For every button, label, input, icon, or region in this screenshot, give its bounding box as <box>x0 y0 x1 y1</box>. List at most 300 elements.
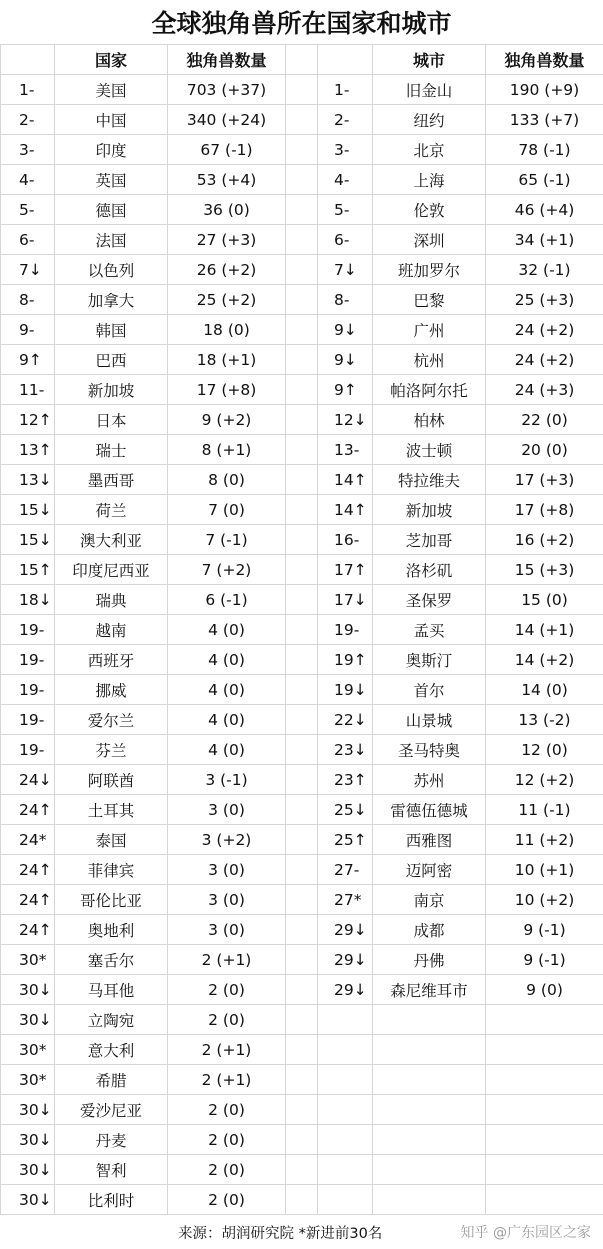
city-name: 班加罗尔 <box>373 255 486 285</box>
country-name: 土耳其 <box>55 795 168 825</box>
column-spacer <box>286 495 318 525</box>
country-count: 27 (+3) <box>168 225 286 255</box>
city-count: 16 (+2) <box>486 525 603 555</box>
city-rank: 25↑ <box>318 825 373 855</box>
header-country-rank <box>1 45 55 75</box>
city-count: 22 (0) <box>486 405 603 435</box>
country-name: 加拿大 <box>55 285 168 315</box>
country-count: 3 (0) <box>168 795 286 825</box>
header-city: 城市 <box>373 45 486 75</box>
city-name: 圣保罗 <box>373 585 486 615</box>
country-rank: 11- <box>1 375 55 405</box>
country-rank: 5- <box>1 195 55 225</box>
country-count: 2 (+1) <box>168 1065 286 1095</box>
city-count: 24 (+3) <box>486 375 603 405</box>
country-rank: 19- <box>1 615 55 645</box>
column-spacer <box>286 915 318 945</box>
city-rank: 27- <box>318 855 373 885</box>
country-rank: 30↓ <box>1 1185 55 1215</box>
table-row <box>1 225 603 255</box>
table-row <box>1 1065 603 1095</box>
table-row <box>1 675 603 705</box>
city-count: 17 (+3) <box>486 465 603 495</box>
table-header-row <box>1 45 603 75</box>
column-spacer <box>286 1125 318 1155</box>
column-spacer <box>286 315 318 345</box>
city-name: 洛杉矶 <box>373 555 486 585</box>
city-name <box>373 1125 486 1155</box>
table-row <box>1 765 603 795</box>
city-name: 深圳 <box>373 225 486 255</box>
table-row <box>1 135 603 165</box>
city-rank: 1- <box>318 75 373 105</box>
city-rank: 17↑ <box>318 555 373 585</box>
country-count: 18 (0) <box>168 315 286 345</box>
country-rank: 30↓ <box>1 1125 55 1155</box>
city-count: 10 (+2) <box>486 885 603 915</box>
column-spacer <box>286 555 318 585</box>
header-city-rank <box>318 45 373 75</box>
country-name: 爱沙尼亚 <box>55 1095 168 1125</box>
country-count: 3 (0) <box>168 915 286 945</box>
table-row <box>1 915 603 945</box>
column-spacer <box>286 825 318 855</box>
table-row <box>1 885 603 915</box>
column-spacer <box>286 675 318 705</box>
column-spacer <box>286 975 318 1005</box>
ranking-table <box>0 44 603 1215</box>
column-spacer <box>286 1155 318 1185</box>
country-name: 智利 <box>55 1155 168 1185</box>
country-rank: 4- <box>1 165 55 195</box>
city-name: 杭州 <box>373 345 486 375</box>
table-row <box>1 1095 603 1125</box>
country-count: 703 (+37) <box>168 75 286 105</box>
column-spacer <box>286 195 318 225</box>
city-rank: 12↓ <box>318 405 373 435</box>
country-count: 18 (+1) <box>168 345 286 375</box>
table-row <box>1 555 603 585</box>
column-spacer <box>286 435 318 465</box>
country-rank: 24↑ <box>1 855 55 885</box>
country-name: 荷兰 <box>55 495 168 525</box>
country-count: 26 (+2) <box>168 255 286 285</box>
city-count: 24 (+2) <box>486 345 603 375</box>
city-name: 特拉维夫 <box>373 465 486 495</box>
country-count: 4 (0) <box>168 675 286 705</box>
city-name: 苏州 <box>373 765 486 795</box>
city-name: 圣马特奥 <box>373 735 486 765</box>
city-rank <box>318 1005 373 1035</box>
country-name: 塞舌尔 <box>55 945 168 975</box>
city-name <box>373 1035 486 1065</box>
country-name: 丹麦 <box>55 1125 168 1155</box>
country-rank: 9- <box>1 315 55 345</box>
country-name: 韩国 <box>55 315 168 345</box>
country-count: 3 (+2) <box>168 825 286 855</box>
country-name: 印度尼西亚 <box>55 555 168 585</box>
table-row <box>1 405 603 435</box>
table-row <box>1 375 603 405</box>
header-country: 国家 <box>55 45 168 75</box>
table-row <box>1 705 603 735</box>
column-spacer <box>286 765 318 795</box>
country-name: 中国 <box>55 105 168 135</box>
city-rank: 9↑ <box>318 375 373 405</box>
city-name: 伦敦 <box>373 195 486 225</box>
table-row <box>1 825 603 855</box>
country-rank: 30* <box>1 1035 55 1065</box>
country-name: 瑞典 <box>55 585 168 615</box>
city-name <box>373 1065 486 1095</box>
city-rank: 9↓ <box>318 315 373 345</box>
city-count <box>486 1065 603 1095</box>
country-name: 德国 <box>55 195 168 225</box>
city-rank: 23↓ <box>318 735 373 765</box>
column-spacer <box>286 405 318 435</box>
country-name: 新加坡 <box>55 375 168 405</box>
country-name: 芬兰 <box>55 735 168 765</box>
table-row <box>1 855 603 885</box>
country-name: 墨西哥 <box>55 465 168 495</box>
city-name: 山景城 <box>373 705 486 735</box>
column-spacer <box>286 885 318 915</box>
table-row <box>1 465 603 495</box>
country-count: 8 (+1) <box>168 435 286 465</box>
country-rank: 24↑ <box>1 915 55 945</box>
country-count: 67 (-1) <box>168 135 286 165</box>
country-name: 越南 <box>55 615 168 645</box>
country-count: 4 (0) <box>168 645 286 675</box>
column-spacer <box>286 225 318 255</box>
column-spacer <box>286 135 318 165</box>
country-name: 日本 <box>55 405 168 435</box>
city-count: 11 (+2) <box>486 825 603 855</box>
city-count <box>486 1005 603 1035</box>
column-spacer <box>286 1185 318 1215</box>
header-spacer <box>286 45 318 75</box>
country-count: 340 (+24) <box>168 105 286 135</box>
city-count: 15 (+3) <box>486 555 603 585</box>
city-count: 9 (0) <box>486 975 603 1005</box>
city-name: 新加坡 <box>373 495 486 525</box>
city-count: 34 (+1) <box>486 225 603 255</box>
city-count: 14 (+1) <box>486 615 603 645</box>
country-name: 意大利 <box>55 1035 168 1065</box>
city-count: 14 (0) <box>486 675 603 705</box>
city-count: 12 (+2) <box>486 765 603 795</box>
city-name: 奥斯汀 <box>373 645 486 675</box>
city-rank: 29↓ <box>318 945 373 975</box>
city-rank <box>318 1155 373 1185</box>
column-spacer <box>286 75 318 105</box>
city-count: 20 (0) <box>486 435 603 465</box>
table-row <box>1 735 603 765</box>
city-name: 柏林 <box>373 405 486 435</box>
city-name <box>373 1005 486 1035</box>
header-country-count: 独角兽数量 <box>168 45 286 75</box>
column-spacer <box>286 465 318 495</box>
city-name: 南京 <box>373 885 486 915</box>
city-rank <box>318 1035 373 1065</box>
city-rank: 8- <box>318 285 373 315</box>
country-count: 3 (-1) <box>168 765 286 795</box>
country-rank: 24↓ <box>1 765 55 795</box>
column-spacer <box>286 285 318 315</box>
column-spacer <box>286 255 318 285</box>
country-name: 英国 <box>55 165 168 195</box>
country-count: 7 (0) <box>168 495 286 525</box>
country-count: 6 (-1) <box>168 585 286 615</box>
table-row <box>1 285 603 315</box>
country-rank: 19- <box>1 735 55 765</box>
city-count: 9 (-1) <box>486 945 603 975</box>
table-row <box>1 1005 603 1035</box>
table-row <box>1 1155 603 1185</box>
column-spacer <box>286 855 318 885</box>
city-count: 25 (+3) <box>486 285 603 315</box>
city-count: 78 (-1) <box>486 135 603 165</box>
country-count: 9 (+2) <box>168 405 286 435</box>
country-count: 2 (0) <box>168 1005 286 1035</box>
column-spacer <box>286 525 318 555</box>
country-rank: 24↑ <box>1 885 55 915</box>
city-rank: 6- <box>318 225 373 255</box>
country-rank: 30↓ <box>1 1155 55 1185</box>
column-spacer <box>286 705 318 735</box>
table-row <box>1 495 603 525</box>
city-name: 北京 <box>373 135 486 165</box>
country-rank: 7↓ <box>1 255 55 285</box>
table-row <box>1 165 603 195</box>
country-name: 澳大利亚 <box>55 525 168 555</box>
city-rank: 16- <box>318 525 373 555</box>
country-count: 3 (0) <box>168 885 286 915</box>
country-name: 希腊 <box>55 1065 168 1095</box>
city-name: 丹佛 <box>373 945 486 975</box>
city-name: 西雅图 <box>373 825 486 855</box>
table-row <box>1 525 603 555</box>
country-rank: 9↑ <box>1 345 55 375</box>
column-spacer <box>286 345 318 375</box>
table-row <box>1 945 603 975</box>
city-name: 首尔 <box>373 675 486 705</box>
column-spacer <box>286 735 318 765</box>
city-count <box>486 1185 603 1215</box>
column-spacer <box>286 945 318 975</box>
city-count <box>486 1095 603 1125</box>
city-rank <box>318 1125 373 1155</box>
column-spacer <box>286 1095 318 1125</box>
country-rank: 13↓ <box>1 465 55 495</box>
city-rank: 14↑ <box>318 495 373 525</box>
table-row <box>1 615 603 645</box>
city-rank: 22↓ <box>318 705 373 735</box>
city-count <box>486 1125 603 1155</box>
table-row <box>1 435 603 465</box>
city-rank: 25↓ <box>318 795 373 825</box>
country-name: 巴西 <box>55 345 168 375</box>
city-name: 迈阿密 <box>373 855 486 885</box>
country-name: 奥地利 <box>55 915 168 945</box>
country-name: 马耳他 <box>55 975 168 1005</box>
column-spacer <box>286 1035 318 1065</box>
country-name: 挪威 <box>55 675 168 705</box>
country-rank: 15↑ <box>1 555 55 585</box>
table-row <box>1 345 603 375</box>
country-name: 哥伦比亚 <box>55 885 168 915</box>
city-name: 成都 <box>373 915 486 945</box>
country-rank: 18↓ <box>1 585 55 615</box>
city-rank: 13- <box>318 435 373 465</box>
country-name: 泰国 <box>55 825 168 855</box>
column-spacer <box>286 795 318 825</box>
city-count: 12 (0) <box>486 735 603 765</box>
city-name: 波士顿 <box>373 435 486 465</box>
page-title: 全球独角兽所在国家和城市 <box>151 9 452 38</box>
country-rank: 30↓ <box>1 975 55 1005</box>
city-rank: 9↓ <box>318 345 373 375</box>
city-rank: 3- <box>318 135 373 165</box>
city-name: 广州 <box>373 315 486 345</box>
country-count: 4 (0) <box>168 615 286 645</box>
city-name: 上海 <box>373 165 486 195</box>
country-count: 4 (0) <box>168 735 286 765</box>
city-count: 14 (+2) <box>486 645 603 675</box>
table-row <box>1 1185 603 1215</box>
city-rank <box>318 1065 373 1095</box>
city-count: 46 (+4) <box>486 195 603 225</box>
city-rank: 19↑ <box>318 645 373 675</box>
column-spacer <box>286 165 318 195</box>
country-name: 阿联酋 <box>55 765 168 795</box>
city-name: 森尼维耳市 <box>373 975 486 1005</box>
city-rank: 14↑ <box>318 465 373 495</box>
city-count: 9 (-1) <box>486 915 603 945</box>
country-rank: 13↑ <box>1 435 55 465</box>
country-count: 17 (+8) <box>168 375 286 405</box>
country-name: 爱尔兰 <box>55 705 168 735</box>
watermark: 知乎 @广东园区之家 <box>460 1225 591 1241</box>
country-rank: 30* <box>1 945 55 975</box>
country-rank: 19- <box>1 675 55 705</box>
table-row <box>1 255 603 285</box>
country-count: 4 (0) <box>168 705 286 735</box>
country-rank: 24* <box>1 825 55 855</box>
country-name: 以色列 <box>55 255 168 285</box>
country-count: 2 (0) <box>168 1125 286 1155</box>
country-name: 比利时 <box>55 1185 168 1215</box>
city-name: 芝加哥 <box>373 525 486 555</box>
city-rank: 27* <box>318 885 373 915</box>
country-name: 美国 <box>55 75 168 105</box>
city-rank: 5- <box>318 195 373 225</box>
table-row <box>1 195 603 225</box>
table-row <box>1 975 603 1005</box>
country-rank: 8- <box>1 285 55 315</box>
city-name: 孟买 <box>373 615 486 645</box>
table-row <box>1 585 603 615</box>
country-rank: 19- <box>1 705 55 735</box>
country-name: 印度 <box>55 135 168 165</box>
country-count: 2 (+1) <box>168 1035 286 1065</box>
country-count: 2 (0) <box>168 1095 286 1125</box>
country-rank: 6- <box>1 225 55 255</box>
table-row <box>1 1125 603 1155</box>
country-count: 7 (-1) <box>168 525 286 555</box>
city-name <box>373 1095 486 1125</box>
table-row <box>1 315 603 345</box>
country-name: 西班牙 <box>55 645 168 675</box>
city-rank: 2- <box>318 105 373 135</box>
table-row <box>1 795 603 825</box>
column-spacer <box>286 1065 318 1095</box>
city-count <box>486 1035 603 1065</box>
column-spacer <box>286 375 318 405</box>
table-row <box>1 105 603 135</box>
country-rank: 19- <box>1 645 55 675</box>
table-row <box>1 645 603 675</box>
city-rank: 19↓ <box>318 675 373 705</box>
column-spacer <box>286 105 318 135</box>
country-rank: 15↓ <box>1 495 55 525</box>
city-count: 65 (-1) <box>486 165 603 195</box>
country-rank: 30* <box>1 1065 55 1095</box>
city-name: 帕洛阿尔托 <box>373 375 486 405</box>
city-count: 32 (-1) <box>486 255 603 285</box>
column-spacer <box>286 585 318 615</box>
country-count: 3 (0) <box>168 855 286 885</box>
city-count: 10 (+1) <box>486 855 603 885</box>
table-row <box>1 75 603 105</box>
city-count: 133 (+7) <box>486 105 603 135</box>
country-rank: 3- <box>1 135 55 165</box>
city-name <box>373 1155 486 1185</box>
country-count: 2 (0) <box>168 1155 286 1185</box>
country-name: 瑞士 <box>55 435 168 465</box>
country-count: 2 (0) <box>168 975 286 1005</box>
city-count <box>486 1155 603 1185</box>
country-count: 2 (0) <box>168 1185 286 1215</box>
country-count: 7 (+2) <box>168 555 286 585</box>
city-rank: 17↓ <box>318 585 373 615</box>
city-rank: 29↓ <box>318 975 373 1005</box>
city-count: 24 (+2) <box>486 315 603 345</box>
city-rank: 23↑ <box>318 765 373 795</box>
city-rank <box>318 1095 373 1125</box>
city-count: 11 (-1) <box>486 795 603 825</box>
country-name: 菲律宾 <box>55 855 168 885</box>
city-rank: 29↓ <box>318 915 373 945</box>
country-count: 25 (+2) <box>168 285 286 315</box>
country-rank: 30↓ <box>1 1005 55 1035</box>
city-rank <box>318 1185 373 1215</box>
column-spacer <box>286 615 318 645</box>
country-count: 53 (+4) <box>168 165 286 195</box>
table-row <box>1 1035 603 1065</box>
country-rank: 1- <box>1 75 55 105</box>
footer <box>0 1214 603 1249</box>
city-name: 旧金山 <box>373 75 486 105</box>
country-rank: 12↑ <box>1 405 55 435</box>
city-name: 雷德伍德城 <box>373 795 486 825</box>
city-name: 纽约 <box>373 105 486 135</box>
country-rank: 30↓ <box>1 1095 55 1125</box>
city-name <box>373 1185 486 1215</box>
country-name: 立陶宛 <box>55 1005 168 1035</box>
country-count: 2 (+1) <box>168 945 286 975</box>
city-count: 17 (+8) <box>486 495 603 525</box>
